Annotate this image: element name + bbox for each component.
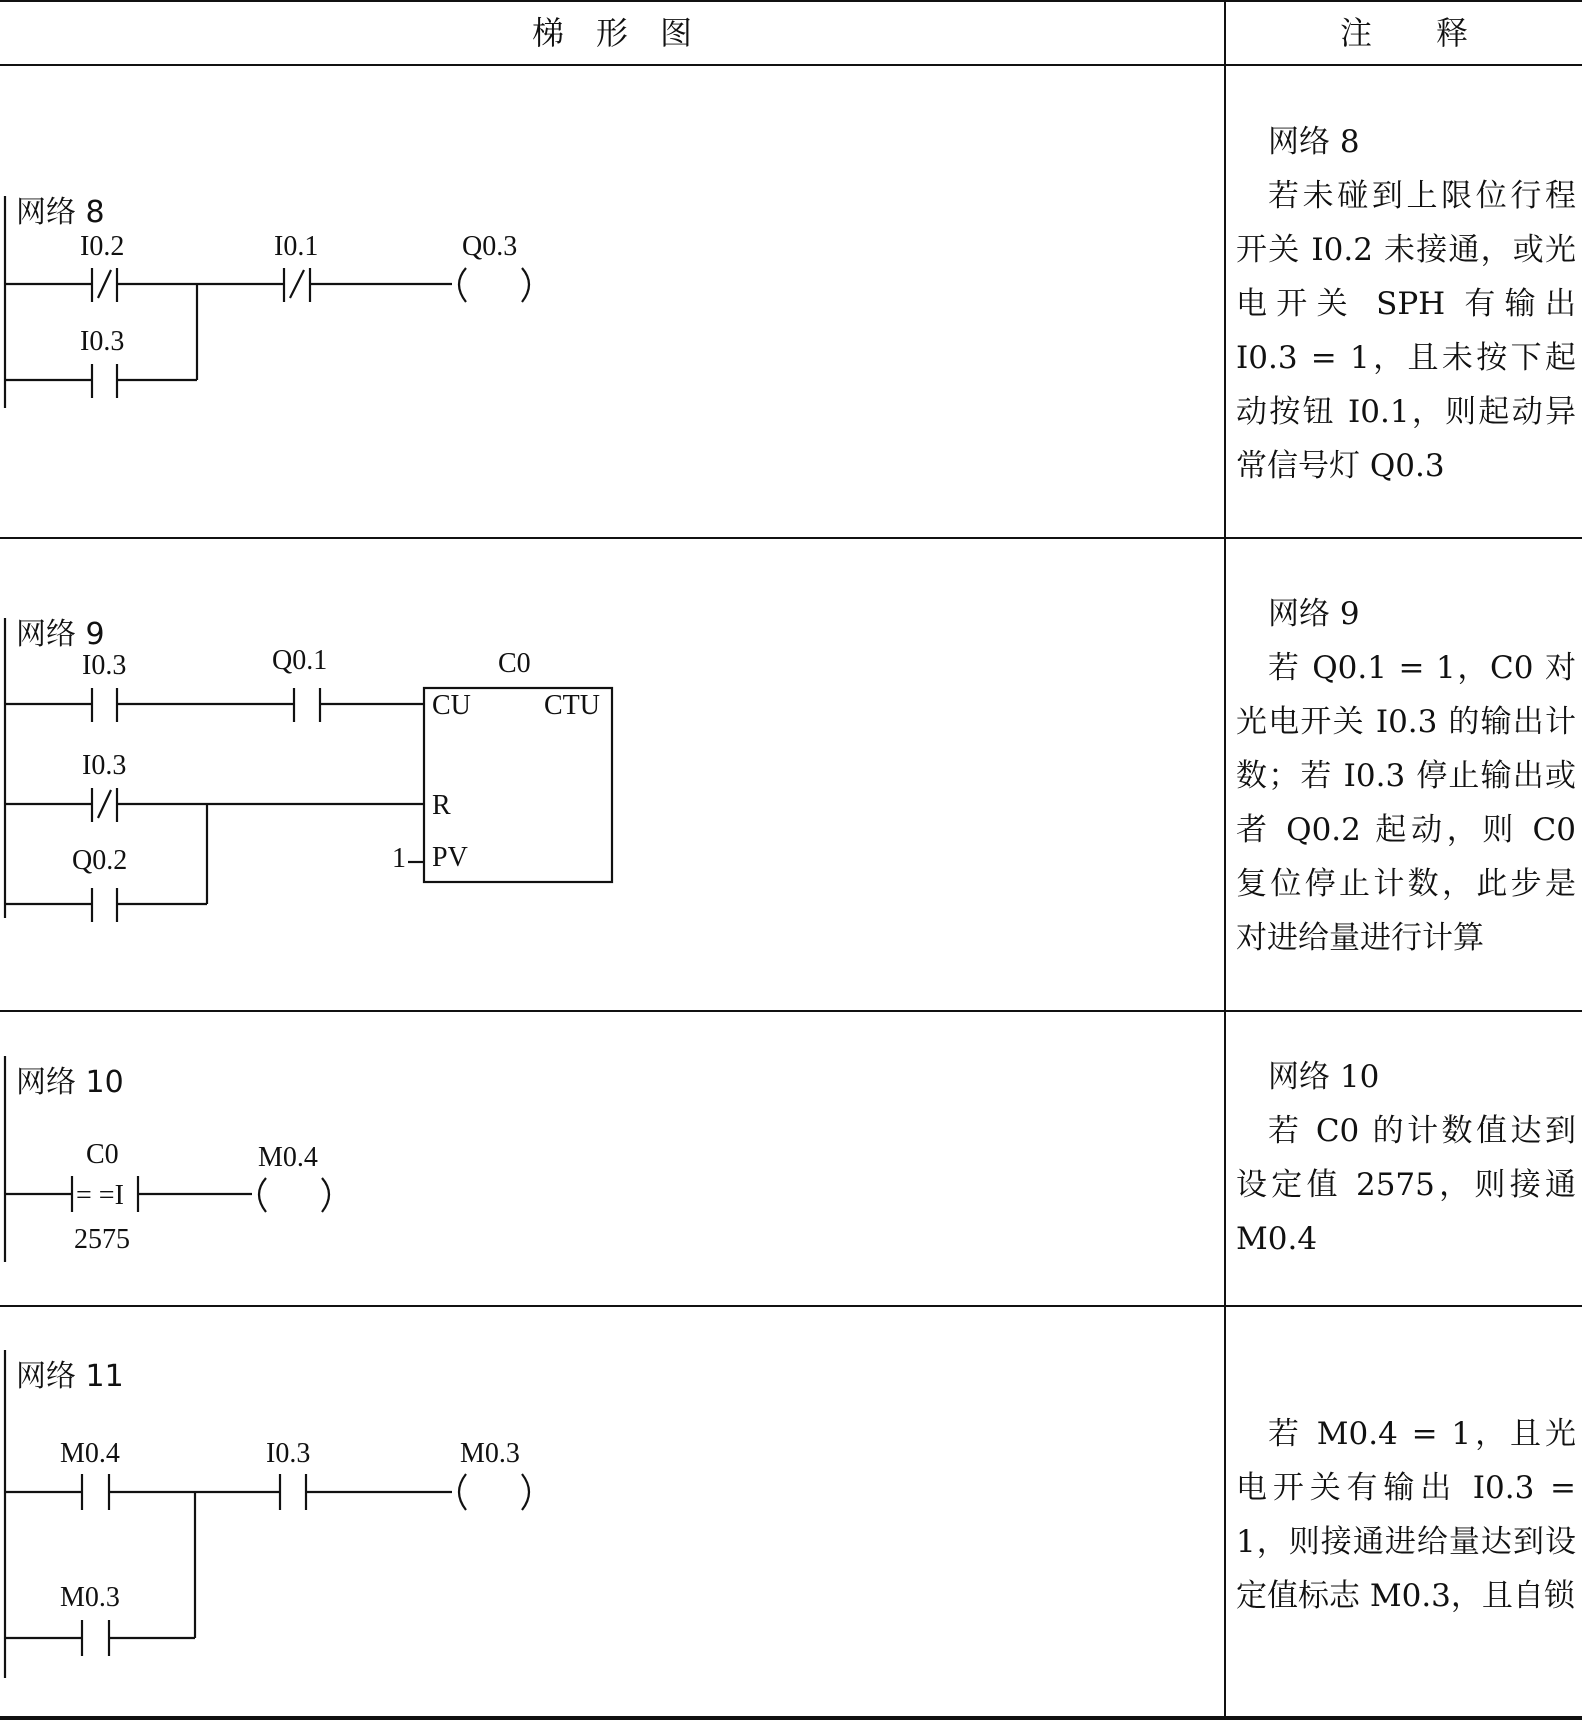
compare-value: 2575 <box>74 1224 130 1255</box>
header-notes: 注 释 <box>1339 14 1468 52</box>
contact-label: I0.1 <box>274 231 319 262</box>
network-8-diagram <box>0 180 560 420</box>
table-bottom-border <box>0 1716 1582 1720</box>
column-divider <box>1224 0 1226 1720</box>
note-text: 若 C0 的计数值达到设定值 2575，则接通 M0.4 <box>1236 1113 1576 1257</box>
contact-label: Q0.1 <box>272 645 328 676</box>
counter-cu-pin: CU <box>432 690 471 721</box>
contact-label: I0.3 <box>80 326 125 357</box>
contact-label: I0.3 <box>82 750 127 781</box>
note-text: 若 Q0.1 = 1，C0 对光电开关 I0.3 的输出计数；若 I0.3 停止输出或者 Q0.2 起动，则 C0 复位停止计数，此步是对进给量进行计算 <box>1236 650 1576 956</box>
contact-label: M0.3 <box>60 1582 120 1613</box>
contact-label: Q0.2 <box>72 845 128 876</box>
note-title: 网络 9 <box>1268 596 1360 632</box>
network-10-diagram <box>0 1052 360 1272</box>
row-divider <box>0 1010 1582 1012</box>
contact-label: M0.4 <box>60 1438 120 1469</box>
note-text: 若 M0.4 = 1，且光电开关有输出 I0.3 = 1，则接通进给量达到设定值标志 M0.3，且自锁 <box>1236 1416 1576 1614</box>
network-title: 网络 10 <box>16 1065 124 1100</box>
contact-label: I0.2 <box>80 231 125 262</box>
network-title: 网络 11 <box>16 1359 124 1394</box>
compare-operator: = =I <box>76 1180 124 1211</box>
row-divider <box>0 537 1582 539</box>
note-text: 若未碰到上限位行程开关 I0.2 未接通，或光电开关 SPH 有输出 I0.3 = 1，且未按下起动按钮 I0.1，则起动异常信号灯 Q0.3 <box>1236 178 1576 484</box>
header-divider <box>0 64 1582 66</box>
coil-label: M0.3 <box>460 1438 520 1469</box>
coil-label: Q0.3 <box>462 231 518 262</box>
contact-label: I0.3 <box>266 1438 311 1469</box>
network-title: 网络 9 <box>16 617 105 652</box>
row-divider <box>0 1305 1582 1307</box>
coil-label: M0.4 <box>258 1142 318 1173</box>
counter-r-pin: R <box>432 790 451 821</box>
note-network-8 <box>1236 115 1576 493</box>
counter-type: CTU <box>544 690 600 721</box>
note-network-9 <box>1236 587 1576 965</box>
counter-name: C0 <box>498 648 531 679</box>
note-network-11 <box>1236 1407 1576 1623</box>
network-11-diagram <box>0 1346 560 1686</box>
counter-pv-value: 1 <box>392 843 406 874</box>
note-title: 网络 8 <box>1268 124 1360 160</box>
network-title: 网络 8 <box>16 195 105 230</box>
header-ladder: 梯 形 图 <box>531 14 692 52</box>
note-title: 网络 10 <box>1268 1059 1380 1095</box>
compare-operand: C0 <box>86 1139 119 1170</box>
network-9-diagram <box>0 612 620 932</box>
counter-pv-pin: PV <box>432 842 468 873</box>
note-network-10 <box>1236 1050 1576 1266</box>
contact-label: I0.3 <box>82 650 127 681</box>
